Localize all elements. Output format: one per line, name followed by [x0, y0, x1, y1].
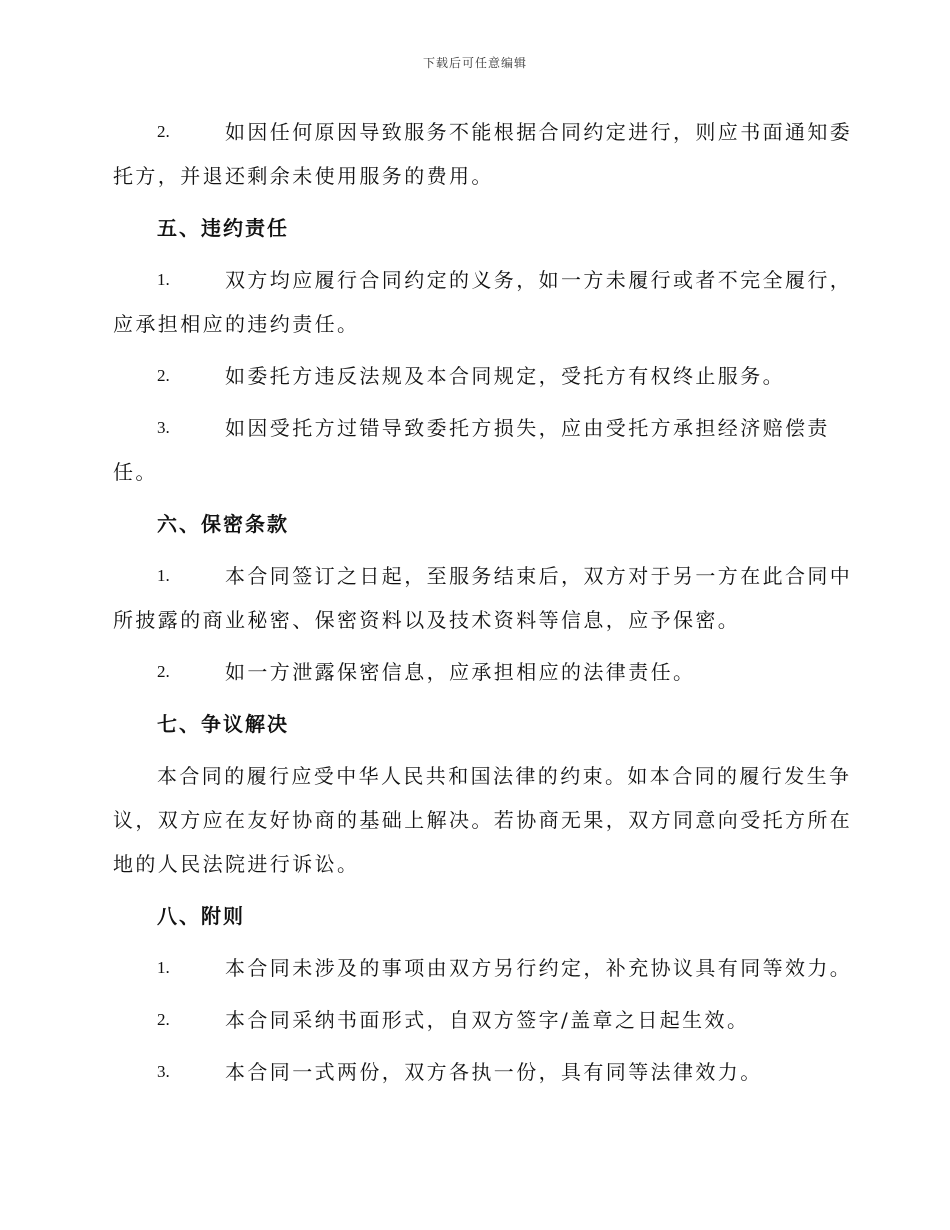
clause-text-line: 如委托方违反法规及本合同规定，受托方有权终止服务。	[225, 364, 785, 388]
clause-item	[113, 998, 833, 1042]
paragraph-line: 本合同的履行应受中华人民共和国法律的约束。如本合同的履行发生争	[157, 764, 852, 788]
clause-number: 2.	[157, 366, 170, 385]
clause-item	[113, 946, 853, 990]
clause-number: 1.	[157, 270, 170, 289]
paragraph-line: 地的人民法院进行诉讼。	[113, 852, 360, 876]
section-heading: 八、附则	[157, 904, 245, 928]
section-heading: 五、违约责任	[157, 216, 289, 240]
clause-number: 3.	[157, 1062, 170, 1081]
section-heading: 六、保密条款	[157, 512, 289, 536]
clause-text-line: 如因任何原因导致服务不能根据合同约定进行，则应书面通知委	[225, 120, 853, 144]
clause-number: 1.	[157, 958, 170, 977]
clause-number: 2.	[157, 662, 170, 681]
clause-item	[113, 1050, 833, 1094]
clause-number: 2.	[157, 122, 170, 141]
clause-text-line: 本合同签订之日起，至服务结束后，双方对于另一方在此合同中	[225, 564, 853, 588]
clause-number: 3.	[157, 418, 170, 437]
clause-text-line: 本合同采纳书面形式，自双方签字/盖章之日起生效。	[225, 1008, 750, 1032]
clause-text-line: 所披露的商业秘密、保密资料以及技术资料等信息，应予保密。	[113, 608, 741, 632]
header-note: 下载后可任意编辑	[422, 56, 527, 70]
clause-text-line: 托方，并退还剩余未使用服务的费用。	[113, 164, 494, 188]
document-body	[113, 110, 853, 1102]
paragraph	[113, 754, 853, 886]
clause-text-line: 双方均应履行合同约定的义务，如一方未履行或者不完全履行，	[225, 268, 853, 292]
clause-item	[113, 554, 853, 642]
clause-text-line: 应承担相应的违约责任。	[113, 312, 360, 336]
clause-item	[113, 406, 833, 494]
clause-text-line: 任。	[113, 460, 158, 484]
clause-item	[113, 110, 853, 198]
paragraph-line: 议，双方应在友好协商的基础上解决。若协商无果，双方同意向受托方所在	[113, 808, 853, 832]
clause-number: 2.	[157, 1010, 170, 1029]
clause-item	[113, 258, 853, 346]
clause-item	[113, 354, 833, 398]
clause-number: 1.	[157, 566, 170, 585]
clause-text-line: 如因受托方过错导致委托方损失，应由受托方承担经济赔偿责	[225, 416, 830, 440]
clause-text-line: 本合同一式两份，双方各执一份，具有同等法律效力。	[225, 1060, 763, 1084]
clause-text-line: 如一方泄露保密信息，应承担相应的法律责任。	[225, 660, 696, 684]
clause-text-line: 本合同未涉及的事项由双方另行约定，补充协议具有同等效力。	[225, 956, 853, 980]
section-heading: 七、争议解决	[157, 712, 289, 736]
clause-item	[113, 650, 833, 694]
